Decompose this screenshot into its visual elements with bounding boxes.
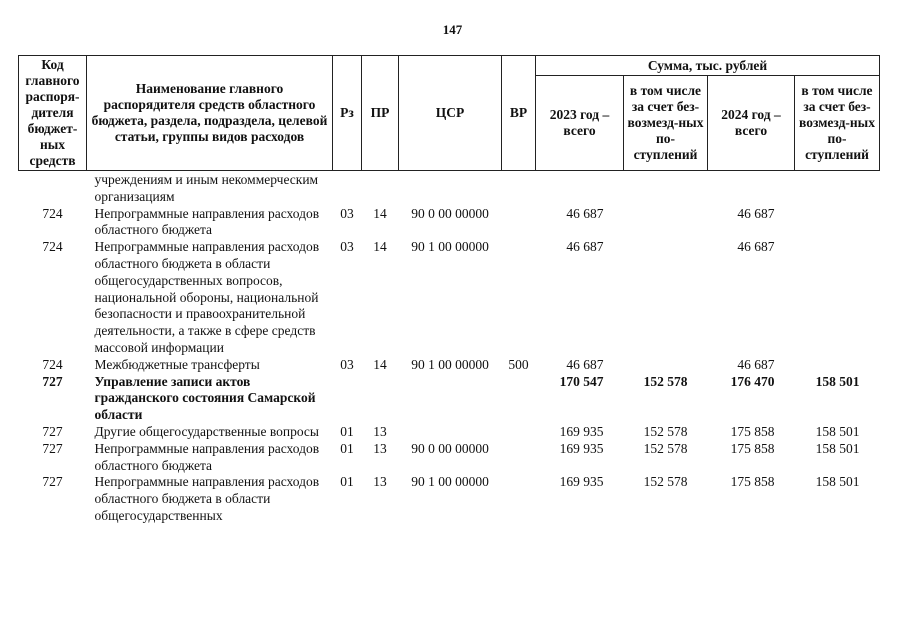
cell-2024-total: 175 858 xyxy=(730,440,775,456)
cell-rz: 03 xyxy=(340,205,354,221)
cell-2023-total: 169 935 xyxy=(559,423,604,439)
cell-2023-free xyxy=(624,206,708,240)
cell-code: 724 xyxy=(42,356,63,372)
cell-2024-total xyxy=(708,171,795,206)
cell-rz: 01 xyxy=(340,474,354,490)
table-row xyxy=(19,374,880,424)
cell-name: Другие общегосударственные вопросы xyxy=(94,423,319,439)
cell-rz: 03 xyxy=(340,239,354,255)
header-vr: ВР xyxy=(502,56,536,171)
cell-pr: 13 xyxy=(373,423,387,439)
table-body xyxy=(19,171,880,525)
cell-2023-total: 46 687 xyxy=(566,205,604,221)
header-name: Наименование главного распорядителя средств областного бюджета, раздела, подраздела, целевой статьи, группы видов расходов xyxy=(87,56,333,171)
page-number: 147 xyxy=(442,22,463,37)
cell-code: 724 xyxy=(42,239,63,255)
cell-2024-total: 175 858 xyxy=(730,423,775,439)
cell-name: Непрограммные направления расходов областного бюджета xyxy=(94,440,320,473)
cell-2023-total: 46 687 xyxy=(566,356,604,372)
cell-code: 727 xyxy=(42,474,63,490)
cell-code xyxy=(19,171,87,206)
cell-2024-free xyxy=(795,206,880,240)
header-2024-free: в том числе за счет без-возмезд-ных по-ступлений xyxy=(795,76,880,171)
cell-vr xyxy=(502,424,536,441)
cell-csr: 90 1 00 00000 xyxy=(411,356,489,372)
cell-2023-total: 46 687 xyxy=(566,239,604,255)
cell-2024-total: 176 470 xyxy=(730,373,775,389)
cell-2023-free: 152 578 xyxy=(643,423,688,439)
cell-2024-free xyxy=(795,357,880,374)
cell-pr xyxy=(362,171,399,206)
cell-2023-total xyxy=(536,171,624,206)
cell-csr: 90 0 00 00000 xyxy=(411,440,489,456)
cell-pr xyxy=(362,374,399,424)
cell-pr: 14 xyxy=(373,205,387,221)
cell-pr: 13 xyxy=(373,440,387,456)
cell-rz: 01 xyxy=(340,423,354,439)
cell-2024-free: 158 501 xyxy=(815,373,860,389)
cell-2023-free xyxy=(624,171,708,206)
cell-csr xyxy=(399,424,502,441)
cell-rz xyxy=(333,374,362,424)
cell-2023-free xyxy=(624,239,708,357)
cell-code: 727 xyxy=(42,373,63,389)
cell-pr: 13 xyxy=(373,474,387,490)
cell-csr: 90 0 00 00000 xyxy=(411,205,489,221)
cell-vr xyxy=(502,474,536,524)
header-2023-free: в том числе за счет без-возмезд-ных по-ступлений xyxy=(624,76,708,171)
header-2024-total: 2024 год – всего xyxy=(708,76,795,171)
cell-csr xyxy=(399,374,502,424)
table-header xyxy=(19,56,880,171)
cell-2024-free: 158 501 xyxy=(815,440,860,456)
cell-2023-total: 169 935 xyxy=(559,474,604,490)
cell-vr: 500 xyxy=(508,356,529,372)
cell-csr xyxy=(399,171,502,206)
cell-2023-free: 152 578 xyxy=(643,373,688,389)
cell-code: 727 xyxy=(42,440,63,456)
cell-2023-total: 169 935 xyxy=(559,440,604,456)
cell-name: Межбюджетные трансферты xyxy=(94,356,260,372)
cell-2024-total: 46 687 xyxy=(737,239,775,255)
header-csr: ЦСР xyxy=(399,56,502,171)
cell-csr: 90 1 00 00000 xyxy=(411,474,489,490)
table-row xyxy=(19,357,880,374)
cell-2024-free xyxy=(795,171,880,206)
cell-name: Управление записи актов гражданского состояния Самарской области xyxy=(94,373,316,423)
cell-pr: 14 xyxy=(373,356,387,372)
cell-2023-free: 152 578 xyxy=(643,440,688,456)
budget-table xyxy=(18,55,880,525)
cell-2024-total: 46 687 xyxy=(737,205,775,221)
cell-csr: 90 1 00 00000 xyxy=(411,239,489,255)
cell-name: учреждениям и иным некоммерческим организациям xyxy=(94,172,319,204)
cell-pr: 14 xyxy=(373,239,387,255)
cell-2023-free: 152 578 xyxy=(643,474,688,490)
cell-rz xyxy=(333,171,362,206)
cell-2024-free: 158 501 xyxy=(815,474,860,490)
cell-name: Непрограммные направления расходов областного бюджета в области общегосударственных вопросов, национальной обороны, национальной безопасности и правоохранительной деятельности, а также в сфере средств массовой информации xyxy=(94,239,320,355)
table-row xyxy=(19,474,880,524)
header-rz: Рз xyxy=(333,56,362,171)
header-pr: ПР xyxy=(362,56,399,171)
cell-rz: 03 xyxy=(340,356,354,372)
table-row xyxy=(19,239,880,357)
cell-2024-total: 175 858 xyxy=(730,474,775,490)
table-row xyxy=(19,441,880,475)
cell-name: Непрограммные направления расходов областного бюджета в области общегосударственных xyxy=(94,474,320,523)
header-sum-group: Сумма, тыс. рублей xyxy=(536,56,880,76)
table-row xyxy=(19,171,880,206)
cell-vr xyxy=(502,374,536,424)
cell-vr xyxy=(502,441,536,475)
cell-vr xyxy=(502,239,536,357)
cell-2023-total: 170 547 xyxy=(559,373,604,389)
cell-2024-free xyxy=(795,239,880,357)
cell-2023-free xyxy=(624,357,708,374)
header-2023-total: 2023 год – всего xyxy=(536,76,624,171)
cell-rz: 01 xyxy=(340,440,354,456)
cell-2024-free: 158 501 xyxy=(815,423,860,439)
cell-vr xyxy=(502,206,536,240)
cell-code: 727 xyxy=(42,423,63,439)
table-row xyxy=(19,206,880,240)
table-row xyxy=(19,424,880,441)
cell-name: Непрограммные направления расходов областного бюджета xyxy=(94,205,320,238)
cell-code: 724 xyxy=(42,205,63,221)
cell-vr xyxy=(502,171,536,206)
cell-2024-total: 46 687 xyxy=(737,356,775,372)
header-code: Код главного распоря-дителя бюджет-ных средств xyxy=(19,56,87,171)
